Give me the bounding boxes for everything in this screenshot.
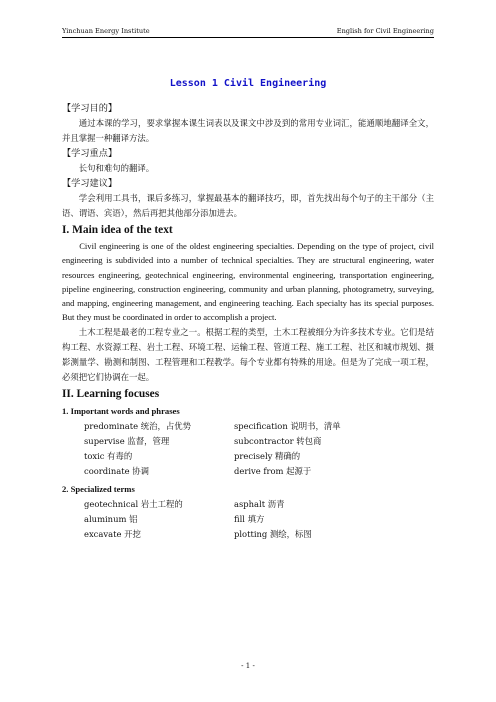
page-header — [62, 22, 434, 38]
list-item: coordinate 协调 derive from 起源于 — [84, 466, 312, 477]
advice-heading: 【学习建议】 — [62, 178, 118, 189]
main-idea-english: Civil engineering is one of the oldest engineering specialties. Depending on the type of project, civil engineering is subdivided into a number of technical specialties. They are structural engineering, water resources engineering, geotechnical engineering, environmental engineering, transportation engineering, pipeline engineering, construction engineering, community and urban planning, photogrametry, surveying, and mapping, engineering management, and engineering teaching. Each specialty has its special purposes. But they must be coordinated in order to accomplish a project. — [62, 241, 434, 323]
learning-focuses-heading: II. Learning focuses — [62, 387, 160, 400]
lesson-title: Lesson 1 Civil Engineering — [169, 78, 327, 89]
main-idea-chinese: 土木工程是最老的工程专业之一。根据工程的类型，土木工程被细分为许多技术专业。它们是结构工程、水资源工程、岩土工程、环境工程、运输工程、管道工程、施工工程、社区和城市规划、摄影测量学、勘测和制图、工程管理和工程教学。每个专业都有特殊的用途。但是为了完成一项工程，必须把它们协调在一起。 — [62, 326, 434, 382]
list-item: supervise 监督，管理 subcontractor 转包商 — [84, 435, 322, 446]
list-item: aluminum 铝 fill 填方 — [84, 513, 265, 524]
specialized-terms-list — [62, 497, 434, 543]
page-number: - 1 - — [241, 662, 255, 670]
objective-heading: 【学习目的】 — [62, 103, 118, 114]
specialized-terms-heading: 2. Specialized terms — [62, 483, 135, 494]
focus-heading: 【学习重点】 — [62, 148, 118, 159]
header-left: Yinchuan Energy Institute — [62, 27, 150, 35]
focus-text: 长句和难句的翻译。 — [78, 163, 155, 173]
objective-text: 通过本课的学习，要求掌握本课生词表以及课文中涉及到的常用专业词汇，能通顺地翻译全文，并且掌握一种翻译方法。 — [62, 118, 434, 143]
header-right: English for Civil Engineering — [336, 27, 434, 35]
main-idea-heading: I. Main idea of the text — [62, 224, 173, 236]
list-item: toxic 有毒的 precisely 精确的 — [84, 451, 301, 462]
list-item: excavate 开挖 plotting 测绘，标图 — [84, 529, 312, 539]
advice-text: 学会利用工具书，课后多练习，掌握最基本的翻译技巧，即，首先找出每个句子的主干部分（主语、谓语、宾语），然后再把其他部分添加进去。 — [62, 193, 434, 218]
page-content — [62, 78, 434, 542]
important-words-heading: 1. Important words and phrases — [62, 405, 180, 416]
list-item: predominate 统治，占优势 specification 说明书，清单 — [84, 420, 341, 431]
important-words-list — [62, 419, 434, 480]
list-item: geotechnical 岩土工程的 asphalt 沥青 — [84, 498, 285, 509]
